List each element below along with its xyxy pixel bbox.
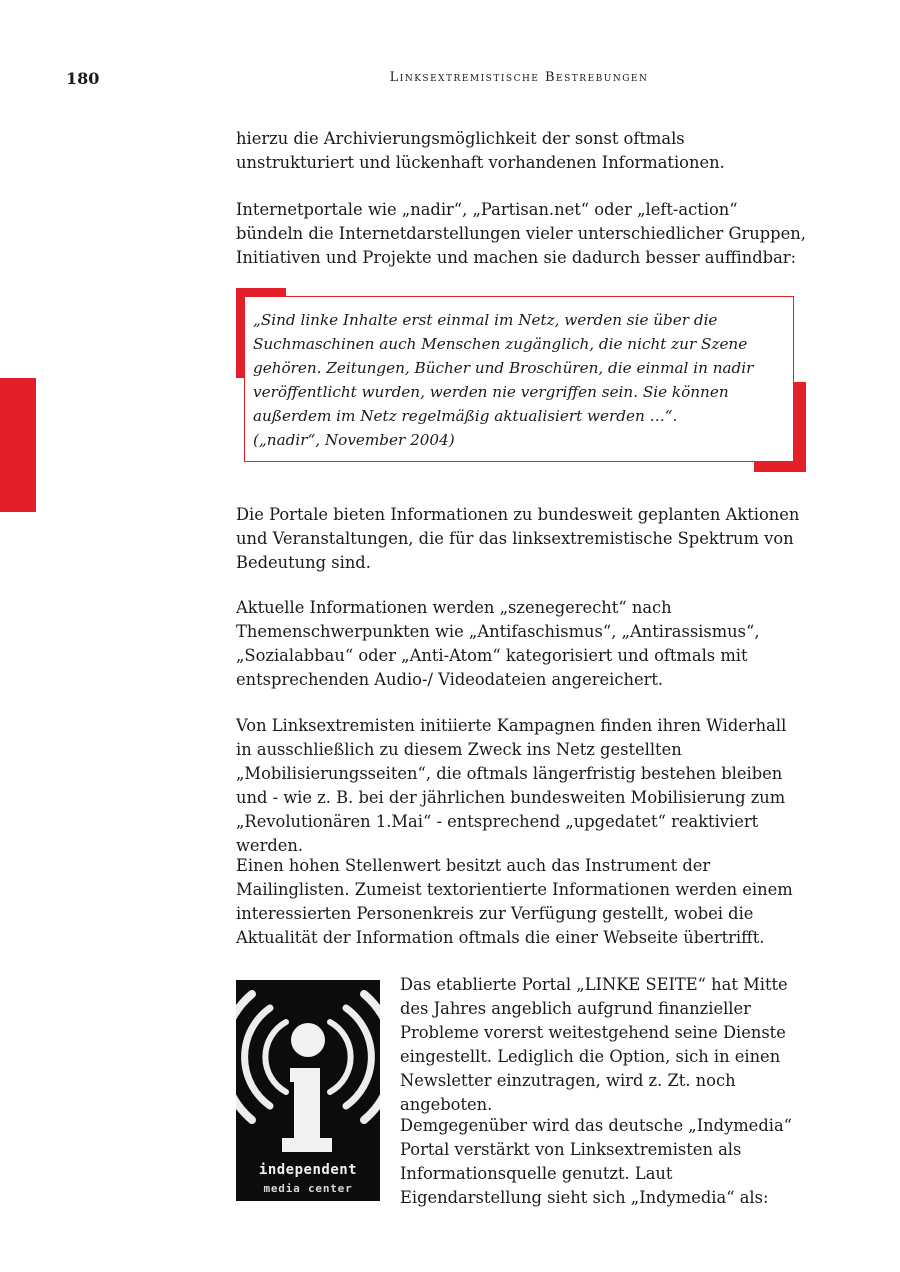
quote-block: [236, 288, 806, 472]
paragraph-5: Von Linksextremisten initiierte Kampagnen finden ihren Widerhall in ausschließlich zu diesem Zweck ins Netz gestellten „Mobilisierungsseiten“, die oftmals längerfristig bestehen bleiben und - wie z. B. bei der jährlichen bundesweiten Mobilisierung zum „Revolutionären 1.Mai“ - entsprechend „upgedatet“ reaktiviert werden.: [236, 716, 787, 855]
logo-line-independent: independent: [258, 1162, 358, 1178]
running-head: Linksextremistische Bestrebungen: [389, 70, 649, 85]
indymedia-logo: [236, 980, 380, 1201]
paragraph-7: Das etablierte Portal „LINKE SEITE“ hat Mitte des Jahres angeblich aufgrund finanzieller Probleme vorerst weitestgehend seine Dienste eingestellt. Lediglich die Option, sich in einen Newsletter einzutragen, wird z. Zt. noch angeboten.: [400, 975, 788, 1114]
quote-text: „Sind linke Inhalte erst einmal im Netz, werden sie über die Suchmaschinen auch Menschen zugänglich, die nicht zur Szene gehören. Zeitungen, Bücher und Broschüren, die einmal in nadir veröffentlicht wurden, werden nie vergriffen sein. Sie können außerdem im Netz regelmäßig aktualisiert werden …“.: [253, 311, 754, 425]
paragraph-6: Einen hohen Stellenwert besitzt auch das Instrument der Mailinglisten. Zumeist textorientierte Informationen werden einem interessierten Personenkreis zur Verfügung gestellt, wobei die Aktualität der Information oftmals die einer Webseite übertrifft.: [236, 856, 793, 947]
paragraph-8: Demgegenüber wird das deutsche „Indymedia“ Portal verstärkt von Linksextremisten als Informationsquelle genutzt. Laut Eigendarstellung sieht sich „Indymedia“ als:: [400, 1116, 792, 1207]
quote-box: [244, 296, 794, 462]
paragraph-3: Die Portale bieten Informationen zu bundesweit geplanten Aktionen und Veranstaltungen, die für das linksextremistische Spektrum von Bedeutung sind.: [236, 505, 800, 572]
paragraph-1: hierzu die Archivierungsmöglichkeit der sonst oftmals unstrukturiert und lückenhaft vorhandenen Informationen.: [236, 129, 725, 172]
paragraph-4: Aktuelle Informationen werden „szenegerecht“ nach Themenschwerpunkten wie „Antifaschismus“, „Antirassismus“, „Sozialabbau“ oder „Anti-Atom“ kategorisiert und oftmals mit entsprechenden Audio-/ Videodateien angereichert.: [236, 598, 760, 689]
paragraph-2: Internetportale wie „nadir“, „Partisan.net“ oder „left-action“ bündeln die Internetdarstellungen vieler unterschiedlicher Gruppen, Initiativen und Projekte und machen sie dadurch besser auffindbar:: [236, 200, 806, 267]
quote-source: („nadir“, November 2004): [253, 431, 455, 449]
side-tab-marker: [0, 378, 36, 512]
page-number: 180: [66, 69, 100, 88]
broadcast-i-icon: [236, 980, 380, 1160]
logo-line-media-center: media center: [263, 1182, 353, 1195]
